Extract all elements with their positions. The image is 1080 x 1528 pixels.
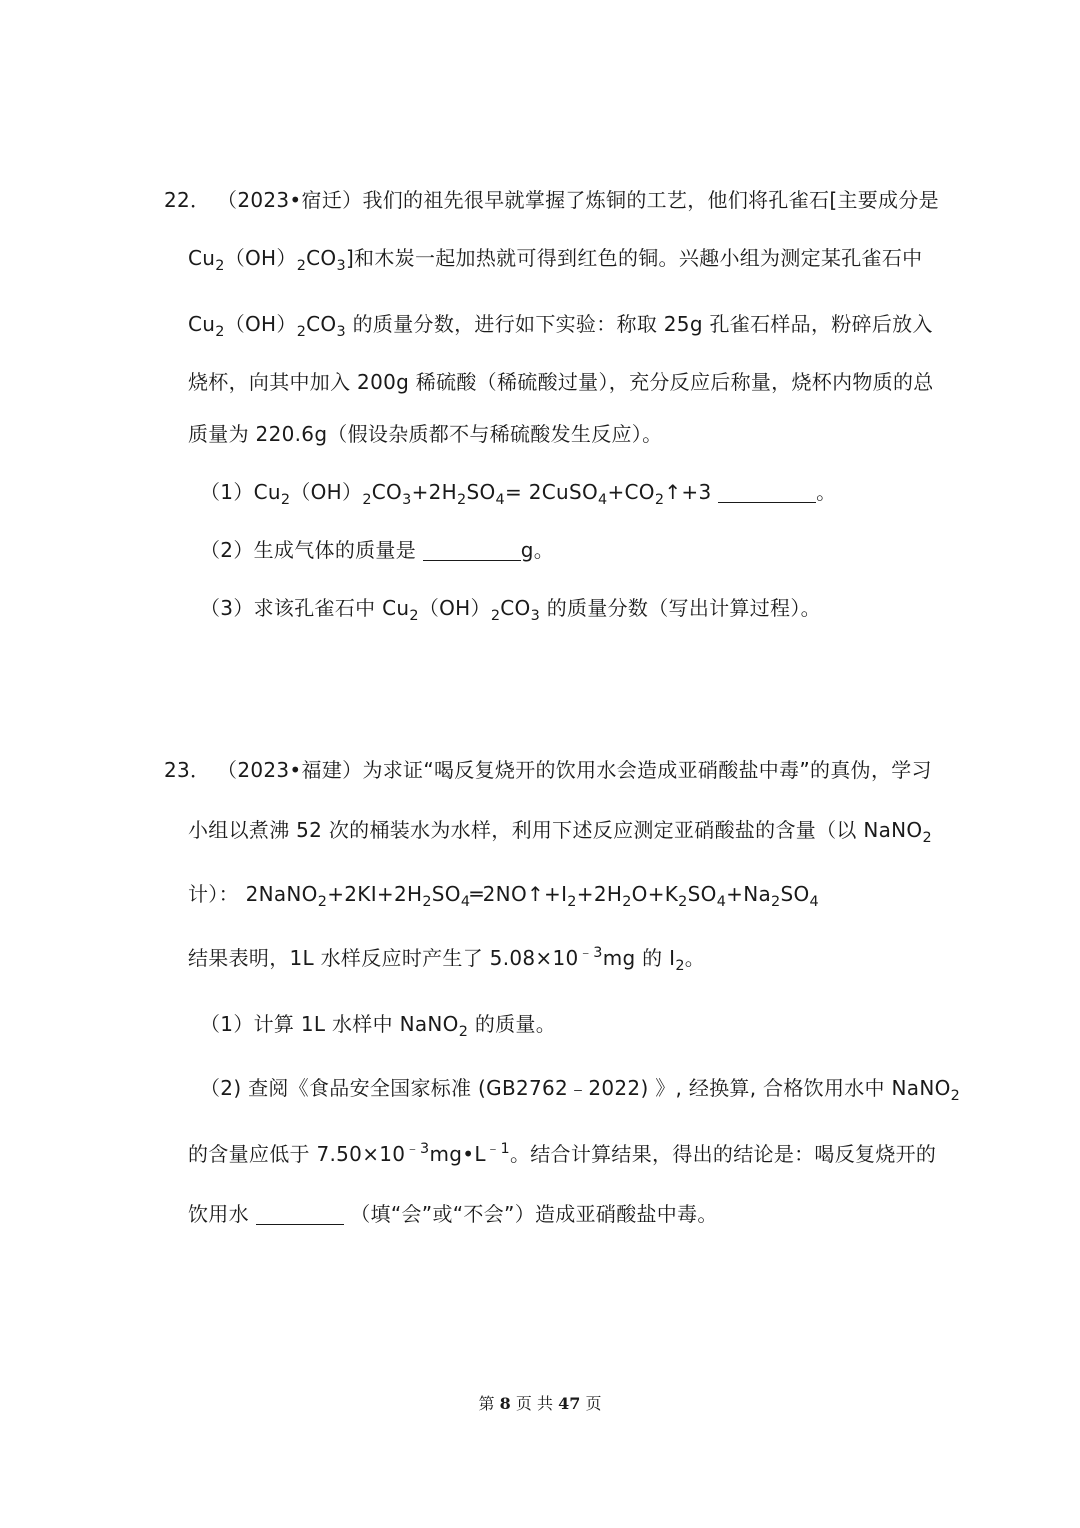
q22-part-2: （2）生成气体的质量是 g。: [200, 538, 554, 562]
page-number: 8: [499, 1394, 511, 1413]
q22-line-1: [164, 186, 939, 214]
q22-line-5: 质量为 220.6g（假设杂质都不与稀硫酸发生反应）。: [188, 422, 663, 446]
q22-line-2: $Cu_2(OH)_2CO_3$]和木炭一起加热就可得到红色的铜。兴趣小组为测定某孔雀石中: [188, 246, 923, 275]
q23-conclusion-line: 饮用水 （填“会”或“不会”）造成亚硝酸盐中毒。: [188, 1202, 718, 1226]
answer-blank-q22-2[interactable]: [423, 540, 521, 561]
answer-blank-q23-2[interactable]: [256, 1204, 344, 1225]
q22-line-4: 烧杯，向其中加入 200g 稀硫酸（稀硫酸过量），充分反应后称量，烧杯内物质的总: [188, 370, 934, 394]
q23-standard-line: 的含量应低于 $7.50\times 10^{﹣3}mg•L^{﹣1}$。结合计算结果，得出的结论是：喝反复烧开的: [188, 1141, 937, 1166]
q23-part-2: （2) 查阅《食品安全国家标准 (GB2762﹣2022) 》, 经换算, 合格饮用水中 NaNO$_2$: [200, 1076, 961, 1105]
q22-part-1: $(1)Cu_2(OH)_2CO_3+2H_2SO_4=$ $2CuSO_4+CO_2↑+3$ 。: [200, 480, 837, 509]
q23-part-1: （1）计算 1L 水样中 NaNO$_2$ 的质量。: [200, 1012, 557, 1041]
q22-line-3: $Cu_2(OH)_2CO_3$ 的质量分数，进行如下实验：称取 25g 孔雀石样品，粉碎后放入: [188, 312, 933, 341]
page-footer: 第 8 页 共 47 页: [478, 1394, 602, 1413]
q23-source: （2023•福建）: [217, 758, 363, 782]
q22-source: （2023•宿迁）: [217, 188, 363, 212]
q23-result-line: 结果表明，1L 水样反应时产生了 $5.08\times 10^{﹣3}mg$ 的 $I_2$。: [188, 945, 706, 975]
q22-line-1-text: 我们的祖先很早就掌握了炼铜的工艺，他们将孔雀石[主要成分是: [362, 188, 939, 212]
q23-line-2: 小组以煮沸 52 次的桶装水为水样，利用下述反应测定亚硝酸盐的含量（以 NaNO$_2$: [188, 818, 932, 847]
q22-line-3-text: 的质量分数，进行如下实验：称取 25g 孔雀石样品，粉碎后放入: [352, 312, 933, 336]
page-total: 47: [558, 1394, 581, 1413]
q23-line-1: 23． （2023•福建）为求证“喝反复烧开的饮用水会造成亚硝酸盐中毒”的真伪，学习: [164, 758, 932, 782]
answer-blank-q22-1[interactable]: [718, 482, 816, 503]
formula-cu: Cu: [188, 246, 216, 270]
q23-reaction-line: 计）： $2NaNO_2+2KI+2H_2SO_4═2NO↑+I_2+2H_2O+K_2SO_4+Na_2SO_4$: [188, 882, 820, 911]
q22-number: 22．: [164, 188, 211, 212]
q23-number: 23．: [164, 758, 211, 782]
q22-line-2-text: ]和木炭一起加热就可得到红色的铜。兴趣小组为测定某孔雀石中: [345, 246, 923, 270]
q22-part-3: （3）求该孔雀石中 $Cu_2(OH)_2CO_3$ 的质量分数（写出计算过程）。: [200, 596, 821, 625]
